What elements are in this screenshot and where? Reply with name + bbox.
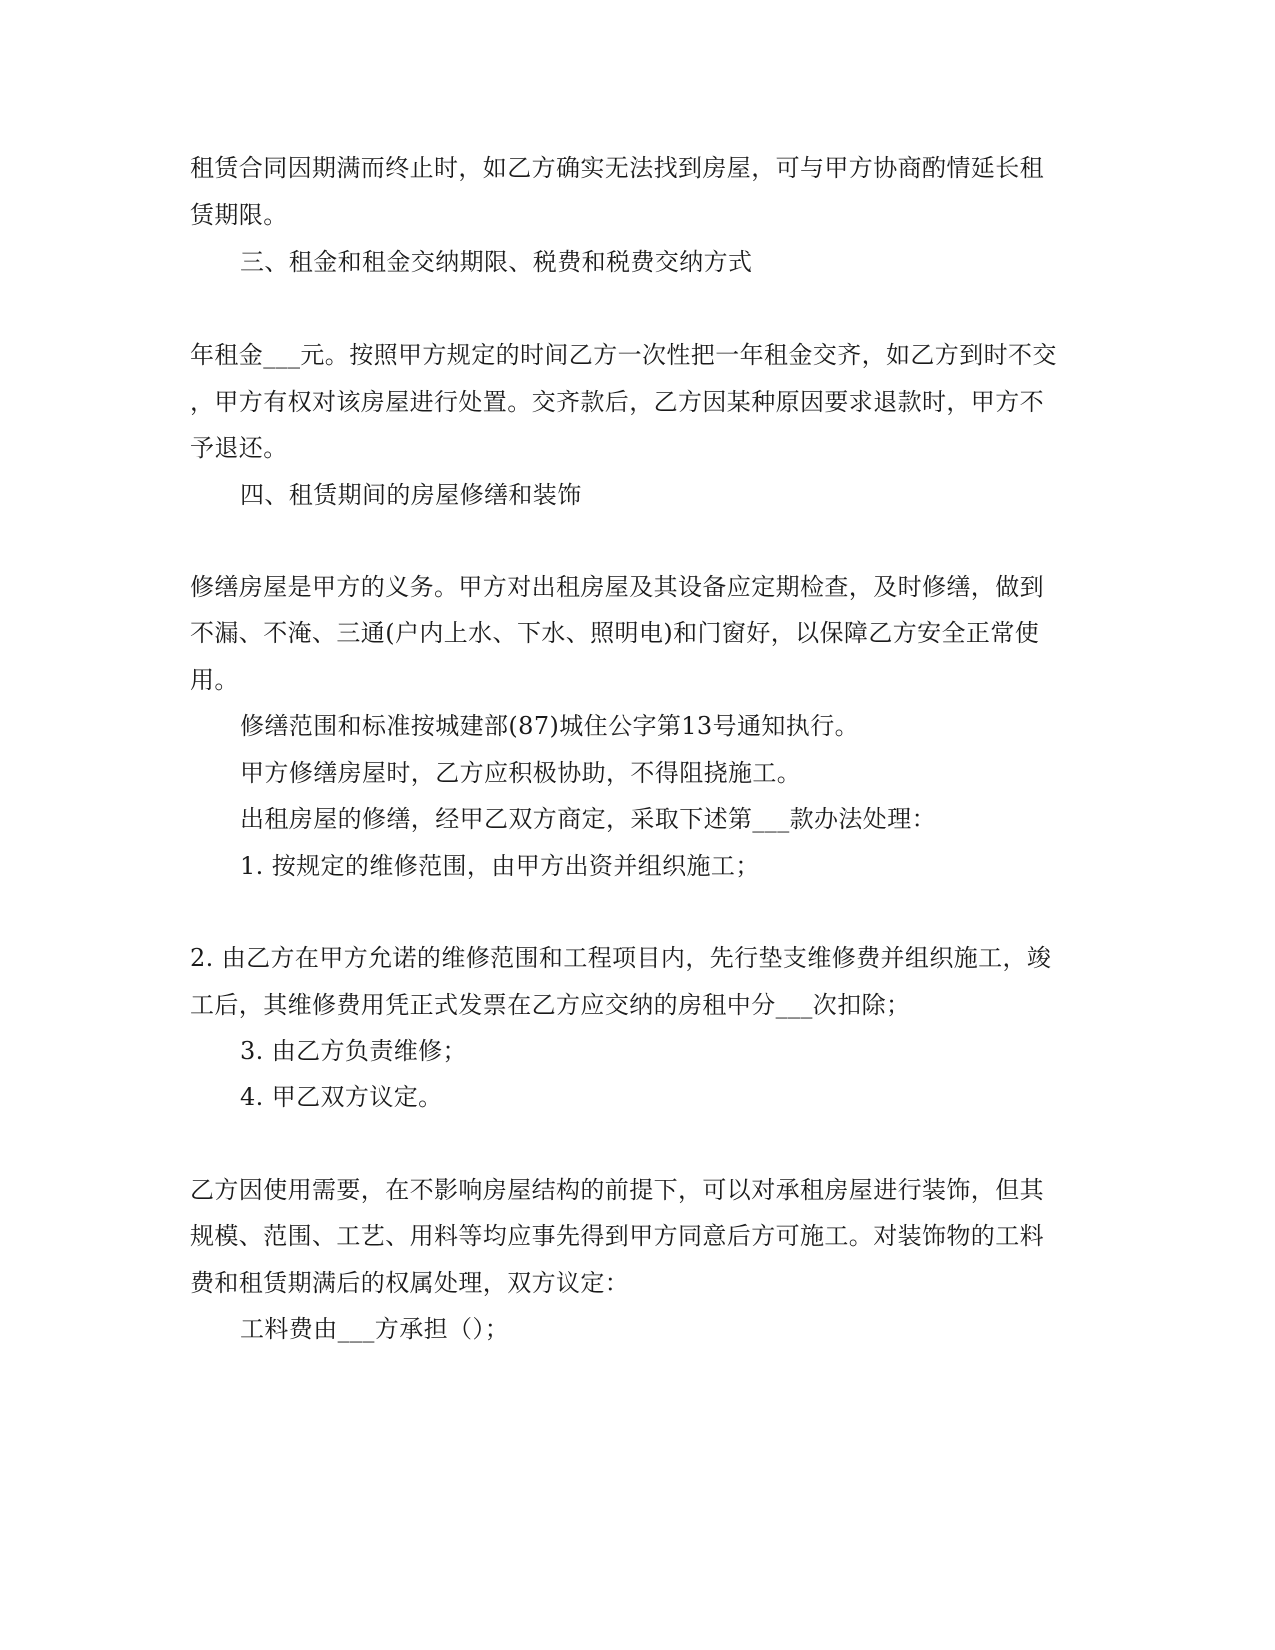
paragraph-line: 规模、范围、工艺、用料等均应事先得到甲方同意后方可施工。对装饰物的工料 [190,1222,1044,1250]
paragraph-line: 乙方因使用需要，在不影响房屋结构的前提下，可以对承租房屋进行装饰，但其 [190,1176,1044,1204]
section-heading-3: 三、租金和租金交纳期限、税费和税费交纳方式 [240,248,753,276]
paragraph-line: 甲方修缮房屋时，乙方应积极协助，不得阻挠施工。 [240,759,802,787]
paragraph-line: 费和租赁期满后的权属处理，双方议定： [190,1269,630,1297]
paragraph-line: 修缮范围和标准按城建部(87)城住公字第13号通知执行。 [240,712,860,740]
paragraph-line: 修缮房屋是甲方的义务。甲方对出租房屋及其设备应定期检查，及时修缮，做到 [190,573,1044,601]
paragraph-line: 不漏、不淹、三通(户内上水、下水、照明电)和门窗好，以保障乙方安全正常使 [190,619,1040,647]
paragraph-line: 出租房屋的修缮，经甲乙双方商定，采取下述第___款办法处理： [240,805,936,833]
section-heading-4: 四、租赁期间的房屋修缮和装饰 [240,481,582,509]
list-item: 4. 甲乙双方议定。 [240,1083,443,1111]
paragraph-line: 工料费由___方承担（）； [240,1315,510,1343]
list-item: 3. 由乙方负责维修； [240,1037,467,1065]
paragraph-line: 工后，其维修费用凭正式发票在乙方应交纳的房租中分___次扣除； [190,991,911,1019]
paragraph-line: 用。 [190,666,239,694]
list-item: 1. 按规定的维修范围，由甲方出资并组织施工； [240,852,760,880]
list-item: 2. 由乙方在甲方允诺的维修范围和工程项目内，先行垫支维修费并组织施工，竣 [190,944,1052,972]
paragraph-line: 予退还。 [190,434,288,462]
paragraph-line: 年租金___元。按照甲方规定的时间乙方一次性把一年租金交齐，如乙方到时不交 [190,341,1057,369]
paragraph-line: ，甲方有权对该房屋进行处置。交齐款后，乙方因某种原因要求退款时，甲方不 [190,388,1044,416]
paragraph-line: 赁期限。 [190,201,288,229]
paragraph-line: 租赁合同因期满而终止时，如乙方确实无法找到房屋，可与甲方协商酌情延长租 [190,154,1044,182]
